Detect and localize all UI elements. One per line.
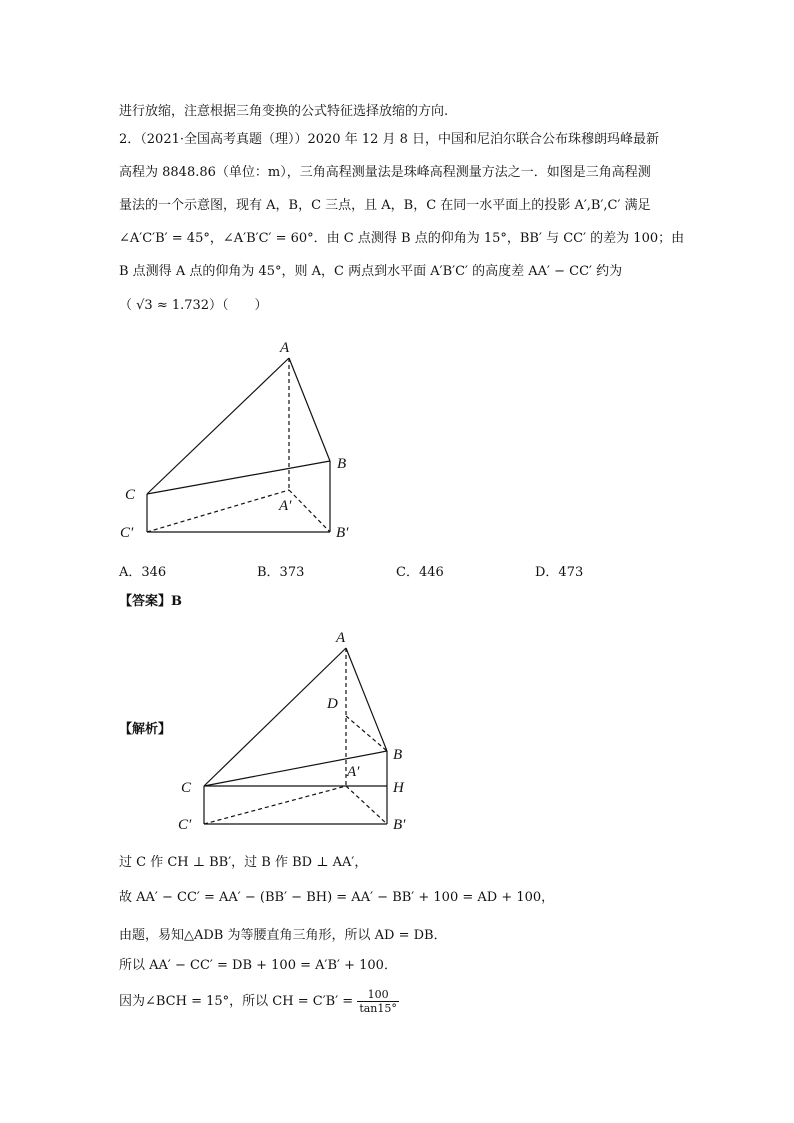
label-c-prime: C′ [120,525,134,541]
edge-a1b1-dashed [289,490,330,532]
edge2-cb [204,751,387,786]
answer-line: 【答案】B [119,594,182,609]
option-a: A．346 [119,565,167,580]
problem-line-6: （ √3 ≈ 1.732）（ ） [119,298,268,313]
solution-line-5-text: 因为∠BCH = 15°，所以 CH = C′B′ = [119,994,354,1009]
edge-c1a1-dashed [147,490,289,532]
label2-d: D [327,696,338,712]
problem-line-4: ∠A′C′B′ = 45°，∠A′B′C′ = 60°．由 C 点测得 B 点的仰角为 15°，BB′ 与 CC′ 的差为 100；由 [119,231,685,246]
label-a: A [280,340,290,356]
label2-h: H [393,780,404,796]
label2-b: B [393,747,403,763]
label-b: B [337,456,347,472]
edge2-ab [346,648,387,751]
edge2-ca [204,648,346,786]
problem-line-3: 量法的一个示意图，现有 A，B，C 三点，且 A，B，C 在同一水平面上的投影 A′,B′,C′ 满足 [119,198,651,213]
solution-line-3: 由题，易知△ADB 为等腰直角三角形，所以 AD = DB． [119,928,447,943]
edge2-db-dashed [346,716,387,751]
analysis-label: 【解析】 [119,722,172,737]
label-b-prime: B′ [336,525,349,541]
option-d: D．473 [535,565,584,580]
edge-ca [147,358,289,494]
edge2-c1a1-dashed [204,786,346,824]
label2-c-prime: C′ [178,817,192,833]
problem-line-5: B 点测得 A 点的仰角为 45°，则 A，C 两点到水平面 A′B′C′ 的高度差 AA′ − CC′ 约为 [119,264,623,279]
label-c: C [125,487,136,503]
solution-line-5 [119,988,399,1015]
problem-line-1: 2．（2021·全国高考真题（理））2020 年 12 月 8 日，中国和尼泊尔联合公布珠穆朗玛峰最新 [119,132,660,147]
solution-line-1: 过 C 作 CH ⊥ BB′，过 B 作 BD ⊥ AA′， [119,855,368,870]
option-b: B．373 [257,565,305,580]
fraction-denominator: tan15° [359,1002,397,1015]
intro-text: 进行放缩，注意根据三角变换的公式特征选择放缩的方向. [119,104,449,119]
fraction-100-over-tan15 [357,988,399,1015]
label2-b-prime: B′ [393,817,406,833]
problem-line-2: 高程为 8848.86（单位：m），三角高程测量法是珠峰高程测量方法之一．如图是三角高程测 [119,165,651,180]
option-c: C．446 [396,565,444,580]
label2-a: A [336,630,346,646]
label2-c: C [181,780,192,796]
label-a-prime: A′ [279,498,292,514]
fraction-numerator: 100 [357,988,399,1002]
solution-line-4: 所以 AA′ − CC′ = DB + 100 = A′B′ + 100． [119,958,397,973]
edge-ab [289,358,330,461]
edge-cb [147,461,330,494]
edge2-a1b1-dashed [346,786,387,824]
label2-a-prime: A′ [347,764,360,780]
solution-line-2: 故 AA′ − CC′ = AA′ − (BB′ − BH) = AA′ − BB′ + 100 = AD + 100， [119,890,555,905]
